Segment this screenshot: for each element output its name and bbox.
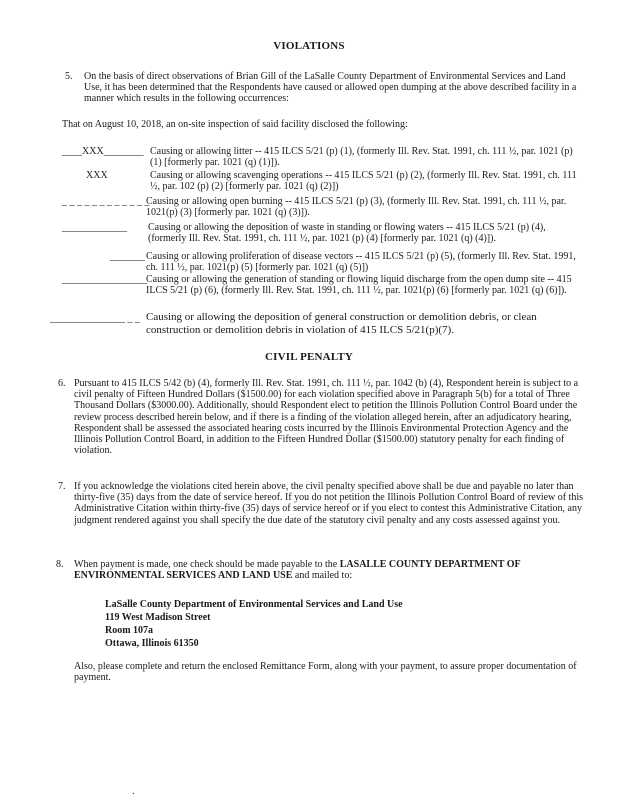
violation-1-text: Causing or allowing litter -- 415 ILCS 5/21 (p) (1), (formerly Ill. Rev. Stat. 1991, ch. 111 ½, par. 1021 (p) (1) [formerly par. 1021 (q) (1)]). (150, 146, 573, 169)
violation-6-text: Causing or allowing the generation of standing or flowing liquid discharge from the open dump site -- 415 ILCS 5/21 (p) (6), (formerly Ill. Rev. Stat. 1991, ch. 111 ½, par. 1021(p) (6) [formerly par. 1021 (q) (6)]). (146, 274, 572, 297)
violation-3-blank: _ _ _ _ _ _ _ _ _ _ _ _ (62, 196, 150, 207)
paragraph-8-intro: When payment is made, one check should be made payable to the (74, 559, 340, 570)
address-line-2: 119 West Madison Street (105, 612, 211, 623)
violation-1-blank: ____XXX________ (62, 146, 144, 157)
paragraph-8-text (74, 559, 582, 581)
violation-3-text: Causing or allowing open burning -- 415 ILCS 5/21 (p) (3), (formerly Ill. Rev. Stat. 1991, ch. 111 ½, par. 1021(p) (3) [formerly par. 1021 (q) (3)]). (146, 196, 567, 219)
violation-2-mark: XXX (86, 170, 108, 181)
paragraph-6-number: 6. (58, 378, 66, 389)
paragraph-5-text: On the basis of direct observations of Brian Gill of the LaSalle County Department of Environmental Services and Land Use, it has been determined that the Respondents have caused or allowed open dumping at the above described facility in a manner which results in the following occurrences: (84, 71, 577, 105)
violation-5-text: Causing or allowing proliferation of disease vectors -- 415 ILCS 5/21 (p) (5), (formerly Ill. Rev. Stat. 1991, ch. 111 ½, par. 1021(p) (5) [formerly par. 1021 (q) (5)]) (146, 251, 576, 274)
violation-2-text: Causing or allowing scavenging operations -- 415 ILCS 5/21 (p) (2), (formerly Ill. Rev. Stat. 1991, ch. 111 ½, par. 102 (p) (2) [formerly par. 1021 (q) (2)]) (150, 170, 577, 193)
address-line-4: Ottawa, Illinois 61350 (105, 638, 199, 649)
inspection-text: That on August 10, 2018, an on-site inspection of said facility disclosed the following: (62, 119, 408, 130)
paragraph-8-mailed: and mailed to: (292, 570, 353, 582)
address-line-3: Room 107a (105, 625, 154, 636)
footer-mark: . (132, 786, 135, 797)
violation-5-blank: _______ (110, 251, 145, 262)
paragraph-7-number: 7. (58, 481, 66, 492)
paragraph-8-number: 8. (56, 559, 64, 570)
violation-6-blank: _________________ (62, 274, 147, 285)
closing-text: Also, please complete and return the enclosed Remittance Form, along with your payment, to assure proper documentation of payment. (74, 661, 577, 684)
violation-7-text: Causing or allowing the deposition of general construction or demolition debris, or clean construction or demolition debris in violation of 415 ILCS 5/21(p)(7). (146, 311, 537, 336)
violation-7-blank: _______________ _ _ (50, 313, 140, 324)
address-line-1: LaSalle County Department of Environmental Services and Land Use (105, 599, 403, 610)
violation-4-blank: _____________ (62, 222, 127, 233)
paragraph-8-payee: LASALLE COUNTY DEPARTMENT OF ENVIRONMENTAL SERVICES AND LAND USE (74, 559, 521, 582)
mailing-address (105, 598, 403, 650)
paragraph-5-number: 5. (65, 71, 73, 82)
violations-heading: VIOLATIONS (273, 40, 345, 52)
civil-penalty-heading: CIVIL PENALTY (264, 351, 354, 363)
violation-1-mark: XXX (82, 146, 104, 157)
paragraph-7-text: If you acknowledge the violations cited herein above, the civil penalty specified above shall be due and payable no later than thirty-five (35) days from the date of service hereof. If you do not petition the Illinois Pollution Control Board of review of this Administrative Citation within thirty-five (35) days of service hereof or if you elect to contest this Administrative Citation, any judgment rendered against you shall specify the due date of the statutory civil penalty and any costs assessed against you. (74, 481, 584, 526)
paragraph-6-text: Pursuant to 415 ILCS 5/42 (b) (4), formerly Ill. Rev. Stat. 1991, ch. 111 ½, par. 1042 (b) (4), Respondent herein is subject to a civil penalty of Fifteen Hundred Dollars ($1500.00) for each violation specified above in Paragraph 5(b) for a total of Three Thousand Dollars ($3000.00). Additionally, should Respondent elect to petition the Illinois Pollution Control Board under the review process described herein below, and if there is a finding of the violation alleged herein, after an adjudicatory hearing, Respondent shall be assessed the associated hearing costs incurred by the Illinois Environmental Protection Agency and the Illinois Pollution Control Board, in addition to the Fifteen Hundred Dollar ($1500.00) statutory penalty for each finding of violation. (74, 378, 579, 457)
violation-4-text: Causing or allowing the deposition of waste in standing or flowing waters -- 415 ILCS 5/21 (p) (4), (formerly Ill. Rev. Stat. 1991, ch. 111 ½, par. 1021 (p) (4) [formerly par. 1021 (q) (4)]). (148, 222, 546, 245)
